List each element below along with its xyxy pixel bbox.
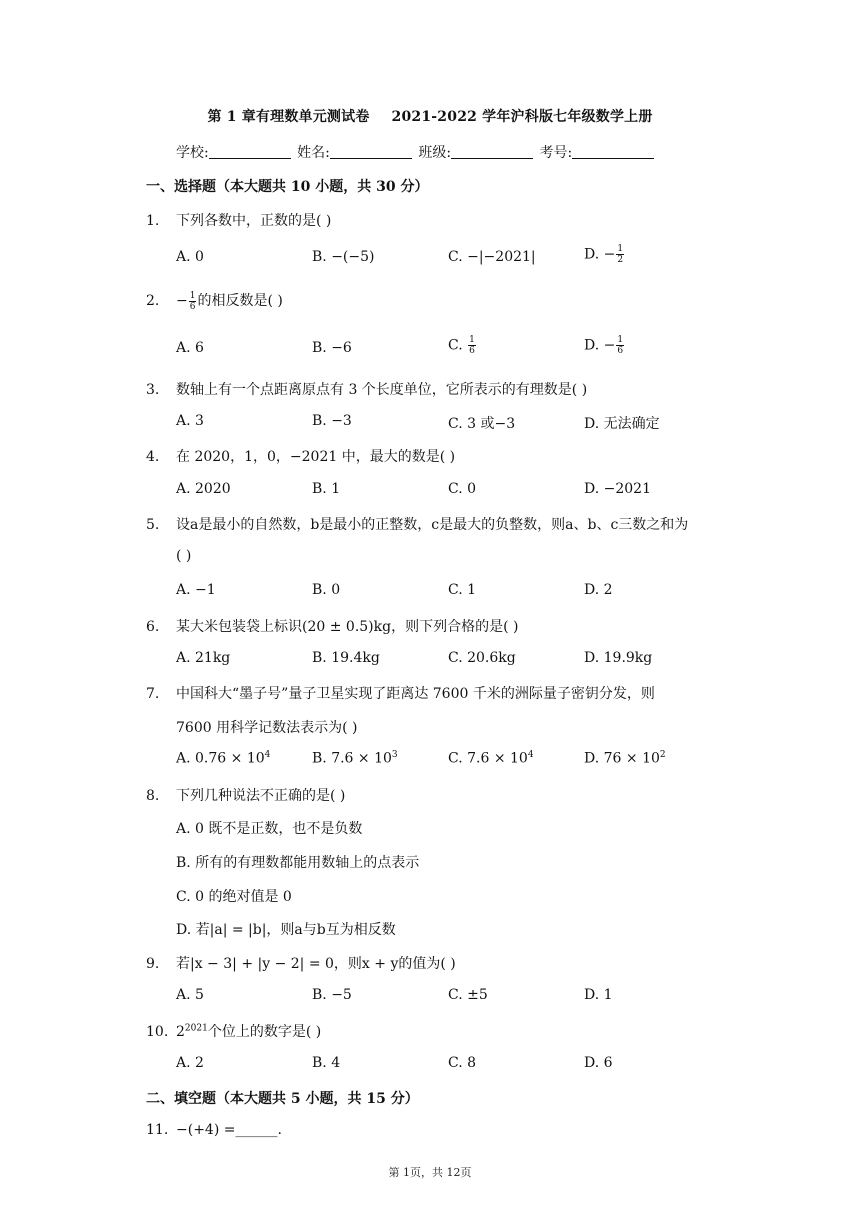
question-7	[146, 683, 655, 703]
exponent: 4	[264, 750, 271, 760]
question-number: 9.	[146, 956, 160, 972]
page-footer: 第 1页，共 12页	[388, 1166, 472, 1179]
document-title	[0, 106, 860, 126]
student-info-line	[176, 142, 656, 162]
q7-option-d	[584, 750, 666, 767]
class-label: 班级:	[418, 145, 452, 161]
question-text: 个位上的数字是( )	[207, 1024, 322, 1040]
question-5-continued: ( )	[176, 548, 192, 564]
q1-option-a: A. 0	[176, 249, 204, 265]
q7-option-c	[448, 750, 534, 767]
name-label: 姓名:	[297, 145, 330, 161]
title-main: 第 1 章有理数单元测试卷	[207, 109, 370, 125]
question-text: −(+4) =______.	[176, 1122, 282, 1138]
q9-option-d: D. 1	[584, 987, 613, 1003]
option-base: D. 76 × 10	[584, 750, 660, 767]
question-text: 在 2020，1，0，−2021 中，最大的数是( )	[176, 449, 456, 465]
fraction	[468, 335, 476, 356]
denominator: 6	[469, 346, 475, 356]
numerator: 1	[617, 335, 624, 345]
class-blank[interactable]	[451, 144, 533, 159]
exponent: 2021	[184, 1023, 208, 1034]
fraction	[616, 335, 624, 356]
question-7-continued: 7600 用科学记数法表示为( )	[176, 720, 358, 736]
section-1-title: 一、选择题（本大题共 10 小题，共 30 分）	[146, 179, 429, 195]
question-number: 6.	[146, 619, 160, 635]
q10-option-d: D. 6	[584, 1055, 613, 1071]
q10-option-a: A. 2	[176, 1055, 204, 1071]
option-base: B. 7.6 × 10	[312, 750, 392, 767]
question-number: 1.	[146, 213, 160, 229]
question-number: 2.	[146, 293, 160, 309]
q6-option-b: B. 19.4kg	[312, 650, 380, 666]
option-prefix: C.	[448, 337, 468, 354]
fraction	[189, 291, 197, 312]
question-2	[146, 290, 283, 312]
exam-no-blank[interactable]	[572, 144, 654, 159]
exponent: 4	[527, 750, 534, 760]
question-9	[146, 953, 456, 973]
numerator: 1	[469, 335, 475, 345]
question-number: 4.	[146, 449, 160, 465]
q4-option-d: D. −2021	[584, 481, 651, 497]
q4-option-b: B. 1	[312, 481, 341, 497]
question-text: 下列几种说法不正确的是( )	[176, 788, 346, 804]
question-number: 3.	[146, 382, 160, 398]
question-5	[146, 514, 688, 534]
question-3	[146, 379, 587, 399]
q10-option-b: B. 4	[312, 1055, 341, 1071]
option-prefix: D. −	[584, 337, 616, 354]
q2-option-a: A. 6	[176, 340, 204, 356]
question-text: 数轴上有一个点距离原点有 3 个长度单位，它所表示的有理数是( )	[176, 382, 588, 398]
question-text: 若|x − 3| + |y − 2| = 0，则x + y的值为( )	[176, 956, 456, 972]
exponent: 3	[391, 750, 398, 760]
question-11	[146, 1122, 282, 1138]
section-2-title: 二、填空题（本大题共 5 小题，共 15 分）	[146, 1091, 419, 1107]
q8-option-d: D. 若|a| = |b|，则a与b互为相反数	[176, 922, 396, 938]
q8-option-a: A. 0 既不是正数，也不是负数	[176, 821, 363, 837]
question-8	[146, 785, 345, 805]
question-pre: −	[176, 293, 188, 309]
q6-option-d: D. 19.9kg	[584, 650, 653, 666]
q10-option-c: C. 8	[448, 1055, 477, 1071]
q7-option-a	[176, 750, 270, 767]
option-base: A. 0.76 × 10	[176, 750, 265, 767]
option-prefix: D. −	[584, 246, 616, 263]
q2-option-d	[584, 335, 625, 356]
option-base: C. 7.6 × 10	[448, 750, 528, 767]
q1-option-c: C. −|−2021|	[448, 249, 536, 265]
question-number: 10.	[146, 1024, 169, 1040]
q6-option-a: A. 21kg	[176, 650, 231, 666]
q5-option-a: A. −1	[176, 582, 216, 598]
q2-option-c	[448, 335, 477, 356]
question-1	[146, 210, 331, 230]
q5-option-b: B. 0	[312, 582, 341, 598]
question-10	[146, 1021, 321, 1041]
power-base: 2	[176, 1024, 185, 1040]
question-text: 下列各数中，正数的是( )	[176, 213, 332, 229]
exam-no-label: 考号:	[539, 145, 573, 161]
q6-option-c: C. 20.6kg	[448, 650, 516, 666]
denominator: 6	[189, 301, 196, 312]
q5-option-c: C. 1	[448, 582, 477, 598]
q9-option-b: B. −5	[312, 987, 352, 1003]
q9-option-c: C. ±5	[448, 987, 488, 1003]
q2-option-b: B. −6	[312, 340, 352, 356]
q8-option-b: B. 所有的有理数都能用数轴上的点表示	[176, 855, 420, 871]
q1-option-b: B. −(−5)	[312, 249, 375, 265]
q7-option-b	[312, 750, 398, 767]
school-label: 学校:	[176, 145, 209, 161]
denominator: 2	[617, 255, 624, 265]
q9-option-a: A. 5	[176, 987, 204, 1003]
question-number: 8.	[146, 788, 160, 804]
q3-option-a: A. 3	[176, 413, 204, 429]
fraction	[616, 244, 624, 265]
numerator: 1	[189, 290, 196, 301]
q5-option-d: D. 2	[584, 582, 613, 598]
q4-option-c: C. 0	[448, 481, 477, 497]
school-blank[interactable]	[209, 144, 291, 159]
q1-option-d	[584, 244, 625, 265]
question-text: 某大米包装袋上标识(20 ± 0.5)kg，则下列合格的是( )	[176, 619, 519, 635]
question-4	[146, 446, 455, 466]
q3-option-c: C. 3 或−3	[448, 416, 516, 432]
question-number: 7.	[146, 686, 160, 702]
exponent: 2	[659, 750, 666, 760]
question-text: 中国科大“墨子号”量子卫星实现了距离达 7600 千米的洲际量子密钥分发，则	[176, 686, 655, 702]
question-number: 5.	[146, 517, 160, 533]
question-6	[146, 616, 518, 636]
q8-option-c: C. 0 的绝对值是 0	[176, 889, 292, 905]
q3-option-d: D. 无法确定	[584, 416, 660, 432]
q4-option-a: A. 2020	[176, 481, 231, 497]
question-number: 11.	[146, 1122, 169, 1138]
numerator: 1	[617, 244, 624, 254]
question-text: 的相反数是( )	[197, 293, 283, 309]
q3-option-b: B. −3	[312, 413, 352, 429]
question-text: 设a是最小的自然数，b是最小的正整数，c是最大的负整数，则a、b、c三数之和为	[176, 517, 689, 533]
denominator: 6	[617, 346, 624, 356]
title-sub: 2021-2022 学年沪科版七年级数学上册	[391, 109, 653, 125]
name-blank[interactable]	[330, 144, 412, 159]
